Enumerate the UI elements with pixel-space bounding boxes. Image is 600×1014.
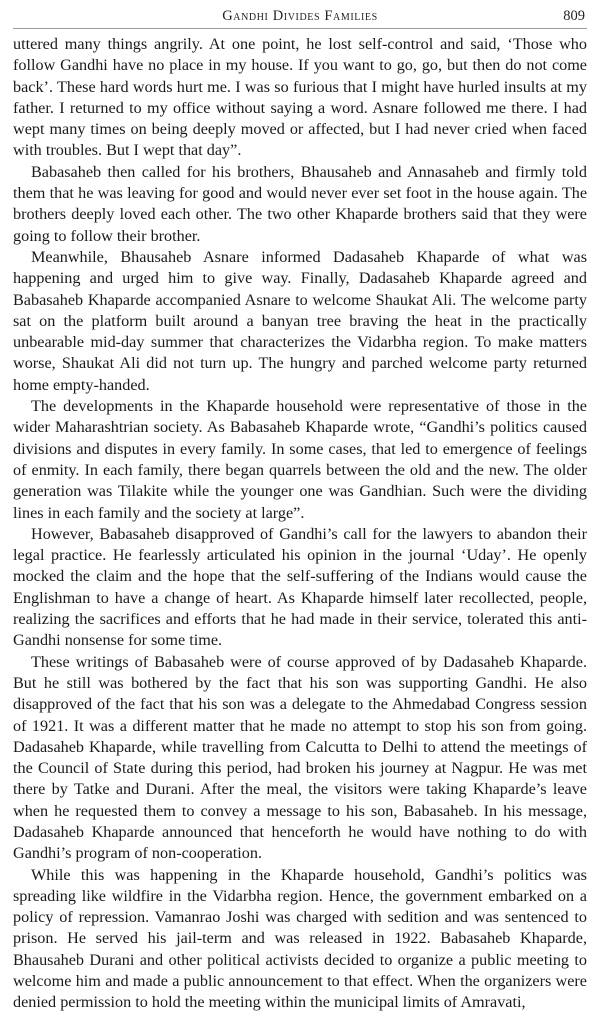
paragraph: While this was happening in the Khaparde household, Gandhi’s politics was spreading like wildfire in the Vidarbha region. Hence, the government embarked on a policy of repression. Vamanrao Joshi was charged with sedition and was sentenced to prison. He served his jail-term and was released in 1922. Babasaheb Khaparde, Bhausaheb Durani and other political activists decided to organize a public meeting to welcome him and made a public announcement to that effect. When the organizers were denied permission to hold the meeting within the municipal limits of Amravati, [13,865,587,1012]
paragraph: The developments in the Khaparde household were representative of those in the wider Maharashtrian society. As Babasaheb Khaparde wrote, “Gandhi’s politics caused divisions and disputes in every family. In some cases, that led to emergence of feelings of enmity. In each family, there began quarrels between the old and the new. The older generation was Tilakite while the younger one was Gandhian. Such were the dividing lines in each family and the society at large”. [13,397,587,522]
page-number: 809 [563,8,585,24]
body-text [13,34,587,1014]
running-title: Gandhi Divides Families [222,8,378,24]
header-rule [13,28,587,29]
paragraph: Meanwhile, Bhausaheb Asnare informed Dadasaheb Khaparde of what was happening and urged him to give way. Finally, Dadasaheb Khaparde agreed and Babasaheb Khaparde accompanied Asnare to welcome Shaukat Ali. The welcome party sat on the platform built around a banyan tree braving the heat in the practically unbearable mid-day summer that characterizes the Vidarbha region. To make matters worse, Shaukat Ali did not turn up. The hungry and parched welcome party returned home empty-handed. [13,247,587,394]
paragraph: However, Babasaheb disapproved of Gandhi’s call for the lawyers to abandon their legal practice. He fearlessly articulated his opinion in the journal ‘Uday’. He openly mocked the claim and the hope that the self-suffering of the Indians would cause the Englishman to have a change of heart. As Khaparde himself later recollected, people, realizing the sacrifices and efforts that he had made in their service, tolerated this anti-Gandhi nonsense for some time. [13,524,587,650]
paragraph: Babasaheb then called for his brothers, Bhausaheb and Annasaheb and firmly told them that he was leaving for good and would never ever set foot in the house again. The brothers deeply loved each other. The two other Khaparde brothers said that they were going to follow their brother. [13,162,587,245]
paragraph: These writings of Babasaheb were of course approved of by Dadasaheb Khaparde. But he still was bothered by the fact that his son was supporting Gandhi. He also disapproved of the fact that his son was a delegate to the Ahmedabad Congress session of 1921. It was a different matter that he made no attempt to stop his son from going. Dadasaheb Khaparde, while travelling from Calcutta to Delhi to attend the meetings of the Council of State during this period, had broken his journey at Nagpur. He was met there by Tatke and Durani. After the meal, the visitors were taking Khaparde’s leave when he requested them to convey a message to his son, Babasaheb. In his message, Dadasaheb Khaparde announced that henceforth he would have nothing to do with Gandhi’s program of non-cooperation. [13,652,587,863]
running-header [13,6,587,28]
paragraph-continued: uttered many things angrily. At one point, he lost self-control and said, ‘Those who follow Gandhi have no place in my house. If you want to go, go, but then do not come back’. These hard words hurt me. I was so furious that I might have hurled insults at my father. I returned to my office without saying a word. Asnare followed me there. I had wept many times on being deeply moved or affected, but I had never cried when faced with troubles. But I wept that day”. [13,35,587,160]
